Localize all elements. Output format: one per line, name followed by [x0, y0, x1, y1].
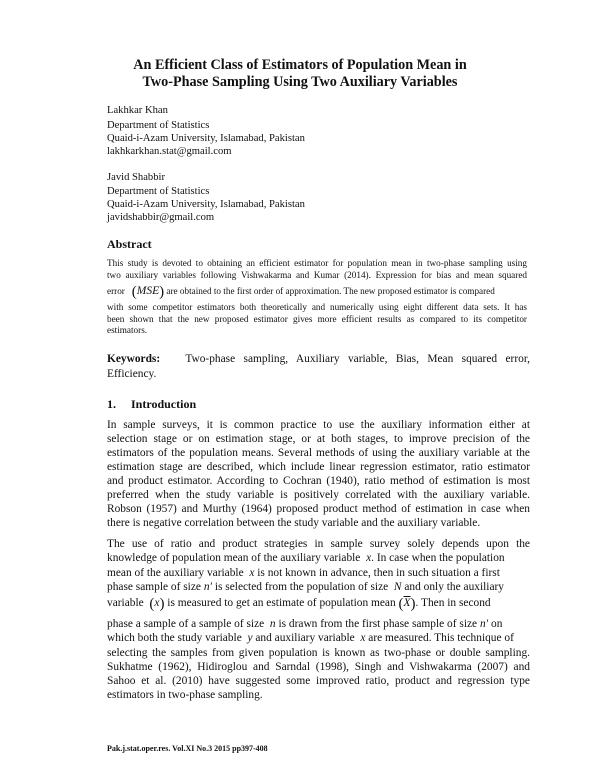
text-fragment: which both the study variable: [107, 632, 242, 644]
intro-para2-line: [107, 580, 530, 595]
author-email: javidshabbir@gmail.com: [107, 212, 215, 223]
intro-para2-line: [107, 631, 530, 646]
text-fragment: and only the auxiliary: [401, 581, 505, 593]
keywords-label: Keywords:: [107, 353, 161, 365]
symbol-x: x: [154, 597, 160, 609]
author-department: Department of Statistics: [107, 120, 210, 131]
intro-para1-line: selection stage or on estimation stage, or at both stages, to improve precision of the: [107, 433, 530, 445]
intro-para2-line: The use of ratio and product strategies in sample survey solely depends upon the: [107, 538, 530, 550]
text-fragment: and auxiliary variable: [252, 632, 355, 644]
intro-para2-line: [107, 551, 530, 566]
text-fragment: are measured. This technique of: [365, 632, 514, 644]
keywords-line-1: [107, 352, 530, 367]
symbol-x: x: [366, 552, 372, 564]
abstract-line-text: are obtained to the first order of approximation. The new proposed estimator is compared: [166, 286, 495, 296]
paper-title-line-2: Two-Phase Sampling Using Two Auxiliary Variables: [142, 74, 458, 90]
keywords-line-2: Efficiency.: [107, 368, 157, 380]
text-fragment: phase a sample of a sample of size: [107, 618, 265, 630]
text-fragment: knowledge of population mean of the auxiliary variable: [107, 552, 361, 564]
intro-para1-line: preferred when the study variable is positively correlated with the auxiliary variable.: [107, 489, 530, 501]
intro-para2-line: [107, 617, 530, 632]
abstract-line: two auxiliary variables following Vishwakarma and Kumar (2014). Expression for bias and mean squared: [107, 270, 527, 280]
symbol-y: y: [247, 632, 253, 644]
abstract-line: estimators.: [107, 325, 148, 335]
symbol-n: n: [269, 618, 276, 630]
journal-footer: Pak.j.stat.oper.res. Vol.XI No.3 2015 pp397-408: [107, 744, 268, 753]
mse-symbol: MSE: [136, 285, 160, 297]
intro-para1-line: estimation stage are described, which include linear regression estimator, ratio estimator: [107, 461, 530, 473]
section-heading-introduction: 1. Introduction: [107, 397, 197, 411]
symbol-N: N: [393, 581, 402, 593]
intro-para2-line: variable (x) is measured to get an estimate of population mean $(\overline{X})$. Then in second: [107, 596, 491, 612]
author-department: Department of Statistics: [107, 186, 210, 197]
text-fragment: mean of the auxiliary variable: [107, 567, 244, 579]
abstract-line: with some competitor estimators both theoretically and numerically using eight different data sets. It has: [107, 302, 527, 312]
author-university: Quaid-i-Azam University, Islamabad, Pakistan: [107, 133, 305, 144]
intro-para2-line: estimators in two-phase sampling.: [107, 689, 263, 701]
abstract-error-word: error: [107, 286, 125, 296]
abstract-line-mse: error (MSE) are obtained to the first order of approximation. The new proposed estimator is compared: [107, 284, 495, 300]
abstract-heading: Abstract: [107, 237, 152, 251]
author-name: Lakhkar Khan: [107, 105, 168, 116]
text-fragment: on: [488, 618, 503, 630]
symbol-n-prime: n′: [479, 618, 489, 630]
text-fragment: is selected from the population of size: [212, 581, 389, 593]
text-fragment: is not known in advance, then in such situation a first: [254, 567, 500, 579]
intro-para1-line: estimators of the population means. Several methods of using the auxiliary variable at the: [107, 447, 530, 459]
intro-para2-line: [107, 566, 530, 581]
text-fragment: is measured to get an estimate of population mean: [164, 597, 396, 609]
text-fragment: is drawn from the first phase sample of size: [275, 618, 478, 630]
text-fragment: . In case when the population: [371, 552, 505, 564]
intro-para1-line: Robson (1957) and Murthy (1964) proposed product method of estimation in case when: [107, 503, 530, 515]
author-university: Quaid-i-Azam University, Islamabad, Pakistan: [107, 199, 305, 210]
keywords-text: Two-phase sampling, Auxiliary variable, Bias, Mean squared error,: [185, 353, 531, 365]
symbol-x-bar: $\overline{X}$: [403, 597, 411, 609]
text-fragment: . Then in second: [415, 597, 491, 609]
symbol-n-prime: n′: [203, 581, 212, 593]
abstract-line: been shown that the new proposed estimator gives more efficient results as compared to its competitor: [107, 314, 527, 324]
author-name: Javid Shabbir: [107, 172, 165, 183]
intro-para1-line: there is negative correlation between the study variable and the auxiliary variable.: [107, 517, 481, 529]
text-fragment: variable: [107, 597, 144, 609]
abstract-line: This study is devoted to obtaining an efficient estimator for population mean in two-phase sampling using: [107, 258, 527, 268]
symbol-x: x: [249, 567, 255, 579]
intro-para2-line: selecting the samples from given population is known as two-phase or double sampling.: [107, 647, 530, 659]
intro-para1-line: and product estimator. According to Cochran (1940), ratio method of estimation is most: [107, 475, 530, 487]
intro-para1-line: In sample surveys, it is common practice to use the auxiliary information either at: [107, 419, 530, 431]
symbol-x: x: [360, 632, 366, 644]
author-email: lakhkarkhan.stat@gmail.com: [107, 146, 232, 157]
text-fragment: phase sample of size: [107, 581, 201, 593]
intro-para2-line: Sahoo et al. (2010) have suggested some improved ratio, product and regression type: [107, 675, 530, 687]
paper-title-line-1: An Efficient Class of Estimators of Population Mean in: [133, 57, 467, 73]
intro-para2-line: Sukhatme (1962), Hidiroglou and Sarndal (1998), Singh and Vishwakarma (2007) and: [107, 661, 530, 673]
